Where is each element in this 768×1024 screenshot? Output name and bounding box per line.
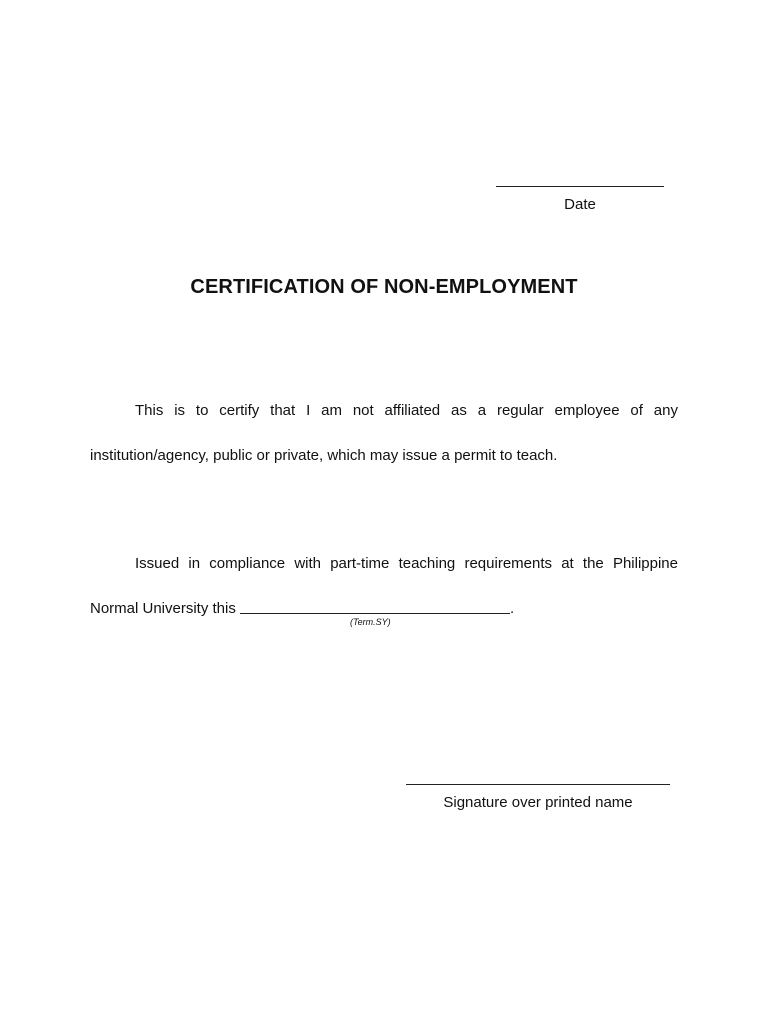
compliance-line-1: Issued in compliance with part-time teaching requirements at the Philippine <box>135 555 678 572</box>
date-blank-line <box>496 172 664 187</box>
date-block <box>496 172 664 213</box>
signature-label: Signature over printed name <box>443 794 633 811</box>
signature-block <box>406 770 670 811</box>
signature-blank-line <box>406 770 670 785</box>
compliance-line-2-prefix: Normal University this <box>90 600 236 617</box>
certification-line-2: institution/agency, public or private, which may issue a permit to teach. <box>90 447 558 464</box>
date-label: Date <box>564 196 596 213</box>
term-sy-label: (Term.SY) <box>350 617 391 627</box>
compliance-line-2-suffix: . <box>510 600 515 617</box>
term-blank-line <box>240 599 510 614</box>
certification-line-1: This is to certify that I am not affiliated as a regular employee of any <box>135 402 678 419</box>
document-title: CERTIFICATION OF NON-EMPLOYMENT <box>190 276 578 298</box>
certification-paragraph <box>90 388 678 478</box>
